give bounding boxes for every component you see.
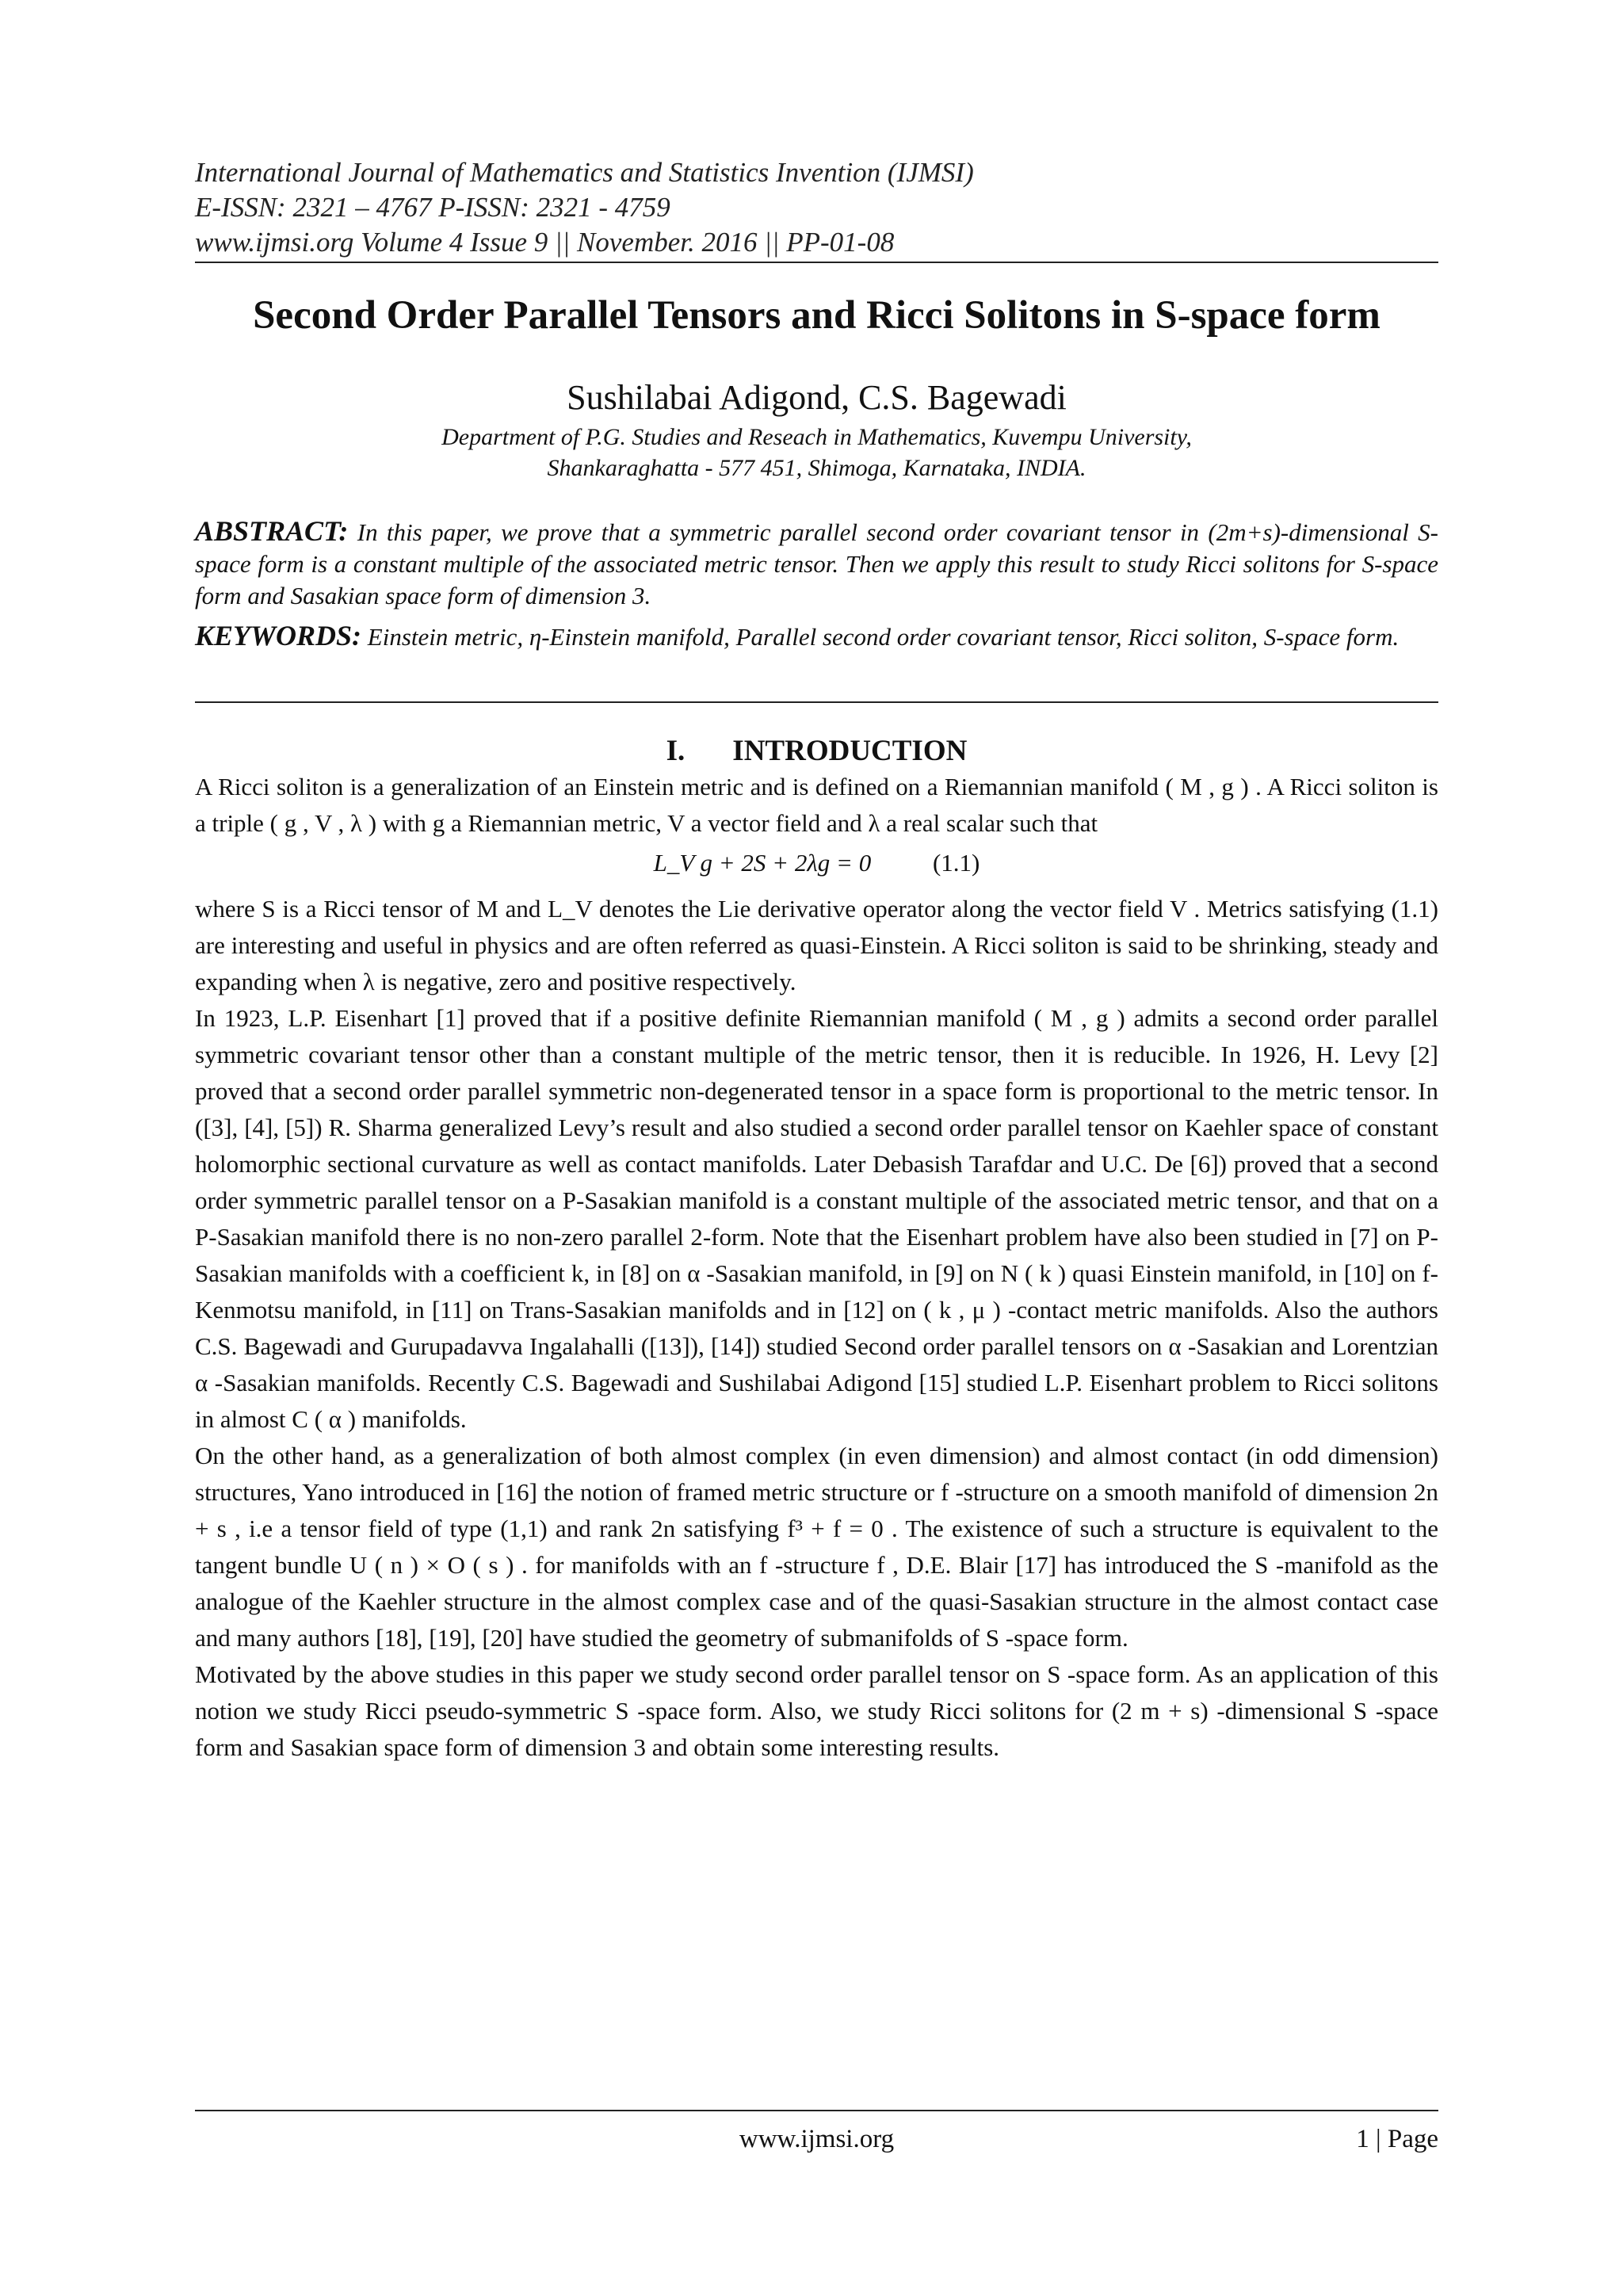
equation-number: (1.1) — [932, 849, 980, 877]
paper-title: Second Order Parallel Tensors and Ricci Solitons in S-space form — [253, 293, 1381, 338]
header-rule — [195, 262, 1438, 263]
abstract-section — [195, 515, 1438, 653]
paragraph-4: On the other hand, as a generalization of both almost complex (in even dimension) and almost contact (in odd dimension) structures, Yano introduced in [16] the notion of framed metric structure or f -structure on a smooth manifold of dimension 2n + s , i.e a tensor field of type (1,1) and rank 2n satisfying f³ + f = 0 . The existence of such a structure is equivalent to the tangent bundle U ( n ) × O ( s ) . for manifolds with an f -structure f , D.E. Blair [17] has introduced the S -manifold as the analogue of the Kaehler structure in the almost complex case and of the quasi-Sasakian structure in the almost contact case and many authors [18], [19], [20] have studied the geometry of submanifolds of S -space form. — [195, 1442, 1438, 1652]
introduction-body — [195, 769, 1438, 1766]
equation-expression: L_V g + 2S + 2λg = 0 — [653, 849, 872, 877]
paper-authors: Sushilabai Adigond, C.S. Bagewadi — [567, 378, 1067, 417]
journal-header — [195, 155, 974, 260]
section-title: INTRODUCTION — [732, 735, 968, 767]
paragraph-2: where S is a Ricci tensor of M and L_V denotes the Lie derivative operator along the vector field V . Metrics satisfying (1.1) are interesting and useful in physics and are often referred as quasi-Einstein. A Ricci soliton is said to be shrinking, steady and expanding when λ is negative, zero and positive respectively. — [195, 895, 1438, 995]
affiliation-line-2: Shankaraghatta - 577 451, Shimoga, Karnataka, INDIA. — [547, 455, 1086, 481]
affiliation-line-1: Department of P.G. Studies and Reseach in Mathematics, Kuvempu University, — [441, 424, 1192, 450]
abstract-text: In this paper, we prove that a symmetric parallel second order covariant tensor in (2m+s)-dimensional S-space form is a constant multiple of the associated metric tensor. Then we apply this result to study Ricci solitons for S-space form and Sasakian space form of dimension 3. — [195, 518, 1438, 609]
paragraph-5: Motivated by the above studies in this paper we study second order parallel tensor on S -space form. As an application of this notion we study Ricci pseudo-symmetric S -space form. Also, we study Ricci solitons for (2 m + s) -dimensional S -space form and Sasakian space form of dimension 3 and obtain some interesting results. — [195, 1660, 1438, 1761]
abstract-rule — [195, 701, 1438, 703]
section-heading — [195, 734, 1438, 769]
page-number: 1 | Page — [1356, 2125, 1438, 2153]
abstract — [195, 515, 1438, 612]
paragraph-3: In 1923, L.P. Eisenhart [1] proved that if a positive definite Riemannian manifold ( M , g ) admits a second order parallel symmetric covariant tensor other than a constant multiple of the metric tensor, then it is reducible. In 1926, H. Levy [2] proved that a second order parallel symmetric non-degenerated tensor in a space form is proportional to the metric tensor. In ([3], [4], [5]) R. Sharma generalized Levy’s result and also studied a second order parallel tensor on Kaehler space of constant holomorphic sectional curvature as well as contact manifolds. Later Debasish Tarafdar and U.C. De [6]) proved that a second order symmetric parallel tensor on a P-Sasakian manifold is a constant multiple of the associated metric tensor, and that on a P-Sasakian manifold there is no non-zero parallel 2-form. Note that the Eisenhart problem have also been studied in [7] on P-Sasakian manifolds with a coefficient k, in [8] on α -Sasakian manifold, in [9] on N ( k ) quasi Einstein manifold, in [10] on f-Kenmotsu manifold, in [11] on Trans-Sasakian manifolds and in [12] on ( k , μ ) -contact metric manifolds. Also the authors C.S. Bagewadi and Gurupadavva Ingalahalli ([13]), [14]) studied Second order parallel tensors on α -Sasakian and Lorentzian α -Sasakian manifolds. Recently C.S. Bagewadi and Sushilabai Adigond [15] studied L.P. Eisenhart problem to Ricci solitons in almost C ( α ) manifolds. — [195, 1004, 1438, 1433]
author-affiliation — [195, 422, 1438, 483]
paragraph-1: A Ricci soliton is a generalization of an Einstein metric and is defined on a Riemannian manifold ( M , g ) . A Ricci soliton is a triple ( g , V , λ ) with g a Riemannian metric, V a vector field and λ a real scalar such that — [195, 773, 1438, 837]
keywords — [195, 620, 1438, 653]
abstract-label: ABSTRACT: — [195, 515, 349, 547]
journal-volume: www.ijmsi.org Volume 4 Issue 9 || November. 2016 || PP-01-08 — [195, 227, 895, 258]
equation-1-1 — [195, 845, 1438, 881]
footer-rule — [195, 2110, 1438, 2111]
keywords-label: KEYWORDS: — [195, 620, 362, 651]
journal-issn: E-ISSN: 2321 – 4767 P-ISSN: 2321 - 4759 — [195, 192, 670, 223]
footer-website: www.ijmsi.org — [739, 2125, 895, 2153]
journal-name: International Journal of Mathematics and Statistics Invention (IJMSI) — [195, 157, 974, 188]
section-number: I. — [666, 735, 685, 767]
keywords-text: Einstein metric, η-Einstein manifold, Parallel second order covariant tensor, Ricci soliton, S-space form. — [367, 623, 1400, 651]
